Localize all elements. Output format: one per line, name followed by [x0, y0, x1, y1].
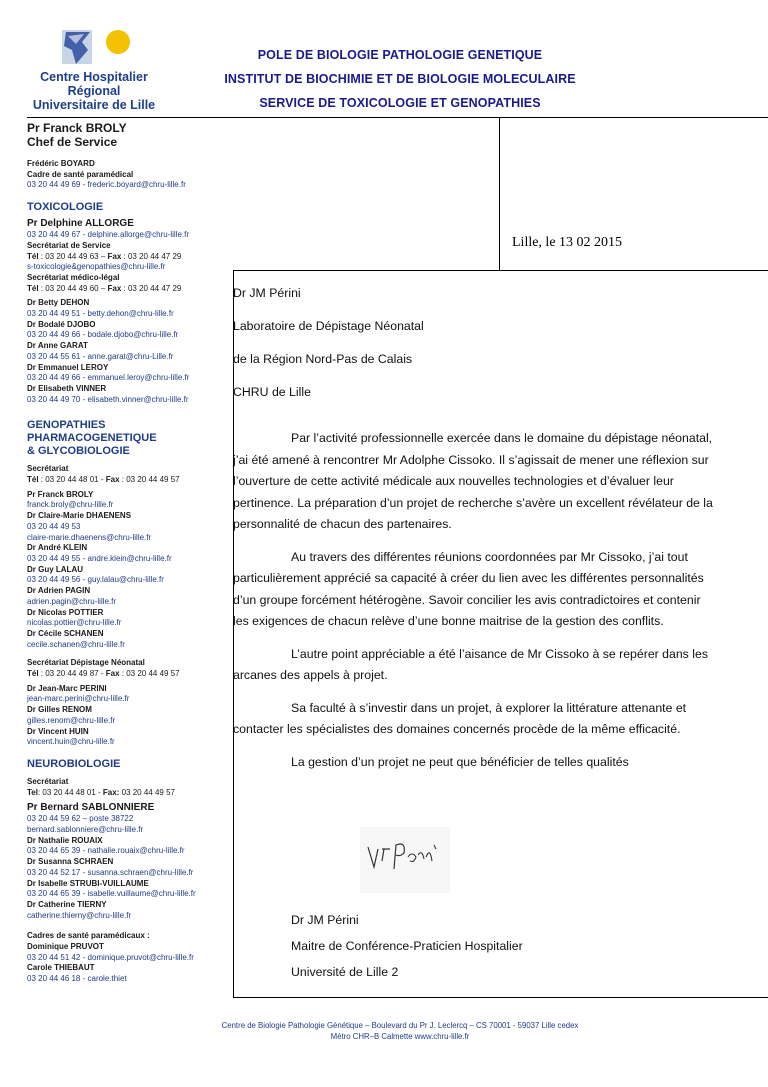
staff-contact: 03 20 44 49 55 - andre.klein@chru-lille.fr: [27, 553, 172, 563]
hospital-logo: [14, 28, 174, 112]
fax-label: Fax: [107, 283, 122, 293]
staff-name: Dr Elisabeth VINNER: [27, 383, 107, 393]
staff-name: Dr Nathalie ROUAIX: [27, 835, 103, 845]
date-box-left-rule: [499, 118, 500, 270]
chef-title: Chef de Service: [27, 135, 118, 149]
staff-name: Dr Claire-Marie DHAENENS: [27, 511, 132, 521]
signer-name: Dr JM Périni: [291, 913, 359, 927]
signer-title: Maitre de Conférence-Praticien Hospitalier: [291, 939, 523, 953]
geno-secr-phone: [27, 475, 232, 486]
neuro-head-mail: bernard.sablonniere@chru-lille.fr: [27, 825, 144, 835]
chef-name: Pr Franck BROLY: [27, 121, 127, 135]
staff-contact: adrien.pagin@chru-lille.fr: [27, 596, 117, 606]
fax-label: Fax:: [102, 787, 120, 797]
geno-staff-list: [27, 490, 232, 651]
tel-value: : 03 20 44 48 01 -: [37, 787, 103, 797]
staff-contact: 03 20 44 49 51 - betty.dehon@chru-lille.fr: [27, 309, 174, 319]
logo-line-1: Centre Hospitalier Régional: [40, 70, 148, 98]
recipient-line: Laboratoire de Dépistage Néonatal: [233, 319, 424, 333]
letter-closing: [291, 907, 523, 985]
staff-name: Dr Emmanuel LEROY: [27, 362, 109, 372]
staff-contact: nicolas.pottier@chru-lille.fr: [27, 618, 122, 628]
signer-university: Université de Lille 2: [291, 965, 399, 979]
section-genopathies: GENOPATHIES: [27, 419, 106, 432]
staff-name: Dr Jean-Marc PERINI: [27, 683, 107, 693]
letter-paragraph: L’autre point appréciable a été l’aisance de Mr Cissoko à se repérer dans les arcanes des appels à projet.: [233, 646, 708, 682]
staff-name: Dr Bodalé DJOBO: [27, 319, 96, 329]
letter-paragraph: Au travers des différentes réunions coordonnées par Mr Cissoko, j’ai tout particulièrement apprécié sa capacité à créer du lien avec les différentes personnalités d’un groupe forcément hétérogène. Savoir concilier les avis contradictoires et contenir les exigences de chacun relève d’une bonne maitrise de la gestion des conflits.: [233, 549, 704, 628]
recipient-line: Dr JM Périni: [233, 286, 301, 300]
staff-name: Dr Cécile SCHANEN: [27, 628, 104, 638]
fax-value: : 03 20 44 49 57: [119, 475, 180, 485]
tel-label: Tél: [27, 251, 39, 261]
staff-name: Dr Anne GARAT: [27, 341, 88, 351]
staff-contact: 03 20 44 49 66 - bodale.djobo@chru-lille.fr: [27, 330, 179, 340]
cadre-contact: 03 20 44 49 69 - frederic.boyard@chru-lille.fr: [27, 180, 186, 190]
depistage-staff-list: [27, 684, 232, 748]
letter-paragraph: La gestion d’un projet ne peut que bénéficier de telles qualités: [291, 754, 629, 769]
header-institute: INSTITUT DE BIOCHIMIE ET DE BIOLOGIE MOLECULAIRE: [224, 72, 576, 86]
staff-contact: 03 20 44 46 18 - carole.thiet: [27, 974, 127, 984]
staff-name: Dr André KLEIN: [27, 543, 88, 553]
section-glycobiologie: & GLYCOBIOLOGIE: [27, 445, 130, 458]
tel-value: : 03 20 44 49 63 –: [38, 251, 108, 261]
fax-value: : 03 20 44 49 57: [119, 669, 180, 679]
sidebar-directory: [27, 121, 232, 985]
section-neurobiologie: NEUROBIOLOGIE: [27, 757, 121, 770]
recipient-line: CHRU de Lille: [233, 385, 311, 399]
neuro-secr-title: Secrétariat: [27, 776, 69, 786]
fax-value: : 03 20 44 47 29: [121, 283, 182, 293]
staff-name: Dr Betty DEHON: [27, 298, 90, 308]
staff-name: Pr Franck BROLY: [27, 489, 94, 499]
staff-name: Dominique PRUVOT: [27, 942, 104, 952]
header-rule: [27, 117, 768, 118]
staff-contact: claire-marie.dhaenens@chru-lille.fr: [27, 532, 152, 542]
staff-name: Dr Adrien PAGIN: [27, 586, 91, 596]
staff-contact: cecile.schanen@chru-lille.fr: [27, 639, 125, 649]
tel-value: : 03 20 44 49 87 -: [38, 669, 106, 679]
logo-emblem-icon: [62, 28, 134, 68]
geno-secr-title: Secrétariat: [27, 464, 69, 474]
date-box-bottom-rule: [233, 270, 768, 271]
tel-label: Tél: [27, 669, 39, 679]
cadre-name: Frédéric BOYARD: [27, 159, 95, 168]
logo-line-2: Universitaire de Lille: [32, 98, 156, 112]
letter-paragraph: Par l’activité professionnelle exercée dans le domaine du dépistage néonatal, j’ai été amené à rencontrer Mr Adolphe Cissoko. Il s’agissait de mener une réflexion sur l’ouverture de cette activité médicale aux nouvelles technologies et d’évaluer leur pertinence. La préparation d’un projet de recherche s’avère un excellent révélateur de la personnalité de chacun des partenaires.: [233, 431, 713, 531]
cadres-title: Cadres de santé paramédicaux :: [27, 931, 150, 941]
fax-value: : 03 20 44 47 29: [121, 251, 182, 261]
footer-metro: Métro CHR–B Calmette www.chru-lille.fr: [330, 1032, 470, 1041]
staff-name: Dr Susanna SCHRAEN: [27, 857, 114, 867]
tox-ml-title: Secrétariat médico-légal: [27, 272, 120, 282]
staff-contact: jean-marc.perini@chru-lille.fr: [27, 694, 130, 704]
tox-head-name: Pr Delphine ALLORGE: [27, 218, 134, 230]
tox-secr-mail: s-toxicologie&genopathies@chru-lille.fr: [27, 262, 166, 272]
letter-body: [233, 283, 718, 784]
staff-name: Dr Nicolas POTTIER: [27, 607, 104, 617]
fax-value: 03 20 44 49 57: [119, 787, 175, 797]
tox-secr-title: Secrétariat de Service: [27, 240, 111, 250]
staff-contact: vincent.huin@chru-lille.fr: [27, 737, 115, 747]
tel-label: Tél: [27, 283, 39, 293]
fax-label: Fax: [107, 251, 122, 261]
tel-label: Tél: [27, 475, 39, 485]
staff-contact: 03 20 44 49 70 - elisabeth.vinner@chru-lille.fr: [27, 394, 189, 404]
neuro-head-name: Pr Bernard SABLONNIERE: [27, 802, 155, 814]
header-pole: POLE DE BIOLOGIE PATHOLOGIE GENETIQUE: [257, 48, 543, 62]
staff-contact: 03 20 44 65 39 - nathalie.rouaix@chru-lille.fr: [27, 846, 185, 856]
letter-header: [190, 43, 610, 115]
staff-contact: 03 20 44 51 42 - dominique.pruvot@chru-lille.fr: [27, 952, 194, 962]
staff-name: Carole THIEBAUT: [27, 963, 95, 973]
tel-value: : 03 20 44 49 60 –: [38, 283, 108, 293]
staff-contact: franck.broly@chru-lille.fr: [27, 500, 114, 510]
page-footer: [150, 1020, 650, 1042]
fax-label: Fax: [105, 475, 120, 485]
staff-contact: catherine.thierny@chru-lille.fr: [27, 910, 132, 920]
tox-ml-phone: [27, 284, 232, 295]
recipient-line: de la Région Nord-Pas de Calais: [233, 352, 413, 366]
fax-label: Fax: [105, 669, 120, 679]
neuro-secr-phone: [27, 788, 232, 799]
neuro-staff-list: [27, 836, 232, 922]
staff-contact: 03 20 44 55 61 - anne.garat@chru-Lille.fr: [27, 351, 174, 361]
tel-value: : 03 20 44 48 01 -: [38, 475, 106, 485]
staff-name: Dr Isabelle STRUBI-VUILLAUME: [27, 878, 149, 888]
staff-name: Dr Gilles RENOM: [27, 705, 92, 715]
staff-contact: 03 20 44 52 17 - susanna.schraen@chru-lille.fr: [27, 867, 194, 877]
staff-name: Dr Guy LALAU: [27, 564, 83, 574]
header-service: SERVICE DE TOXICOLOGIE ET GENOPATHIES: [259, 96, 541, 110]
staff-contact: 03 20 44 49 56 - guy.lalau@chru-lille.fr: [27, 575, 164, 585]
staff-contact: 03 20 44 49 66 - emmanuel.leroy@chru-lille.fr: [27, 373, 190, 383]
section-pharmacogenetique: PHARMACOGENETIQUE: [27, 432, 157, 445]
staff-contact: 03 20 44 49 53: [27, 521, 81, 531]
neuro-head-contact: 03 20 44 59 62 – poste 38722: [27, 814, 134, 824]
staff-contact: 03 20 44 65 39 - isabelle.vuillaume@chru-lille.fr: [27, 889, 196, 899]
letter-bottom-rule: [233, 997, 768, 998]
tox-secr-phone: [27, 252, 232, 263]
tox-staff-list: [27, 298, 232, 405]
depistage-secr-title: Secrétariat Dépistage Néonatal: [27, 658, 145, 668]
tel-label: Tel: [27, 787, 38, 797]
footer-address: Centre de Biologie Pathologie Génétique – Boulevard du Pr J. Leclercq – CS 70001 - 59037 Lille cedex: [221, 1021, 579, 1030]
letter-date: Lille, le 13 02 2015: [512, 235, 623, 250]
staff-contact: gilles.renom@chru-lille.fr: [27, 715, 116, 725]
letter-paragraph: Sa faculté à s’investir dans un projet, à explorer la littérature attenante et contacter les spécialistes des domaines concernés procède de la même efficacité.: [233, 700, 687, 736]
section-toxicologie: TOXICOLOGIE: [27, 201, 104, 214]
staff-name: Dr Catherine TIERNY: [27, 899, 107, 909]
depistage-secr-phone: [27, 669, 232, 680]
tox-head-contact: 03 20 44 49 67 - delphine.allorge@chru-lille.fr: [27, 230, 189, 240]
cadre-title: Cadre de santé paramédical: [27, 169, 134, 179]
staff-name: Dr Vincent HUIN: [27, 726, 89, 736]
handwritten-signature: [360, 827, 450, 893]
